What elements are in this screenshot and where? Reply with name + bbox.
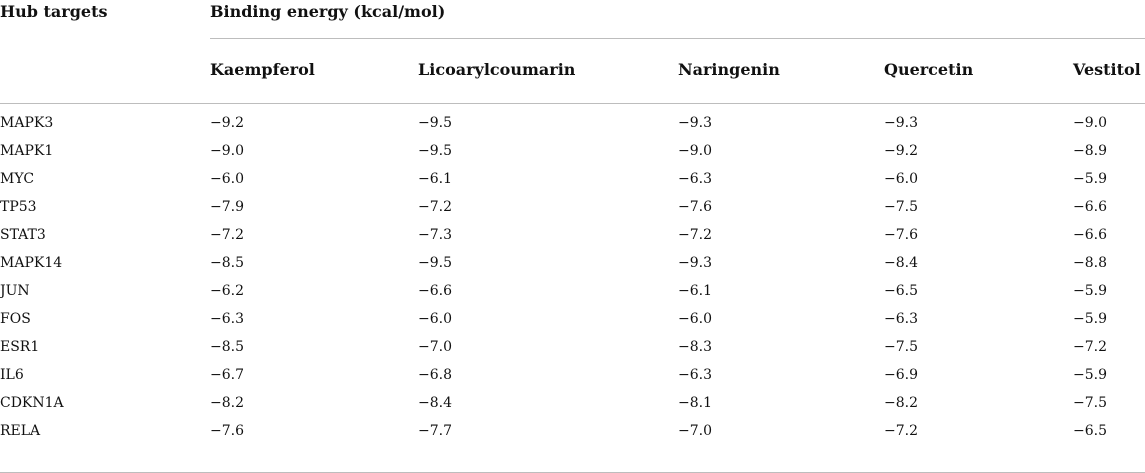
header-bottom-rule bbox=[0, 103, 1145, 104]
cell-value: −8.9 bbox=[1073, 143, 1107, 159]
cell-value: −6.6 bbox=[1073, 227, 1107, 243]
cell-value: −5.9 bbox=[1073, 171, 1107, 187]
cell-value: −8.2 bbox=[210, 395, 244, 411]
cell-value: −8.4 bbox=[884, 255, 918, 271]
cell-value: −8.5 bbox=[210, 255, 244, 271]
cell-value: −8.5 bbox=[210, 339, 244, 355]
cell-target: ESR1 bbox=[0, 339, 40, 355]
cell-value: −6.7 bbox=[210, 367, 244, 383]
cell-target: CDKN1A bbox=[0, 395, 64, 411]
cell-value: −8.3 bbox=[678, 339, 712, 355]
cell-target: STAT3 bbox=[0, 227, 46, 243]
cell-target: MYC bbox=[0, 171, 35, 187]
cell-target: TP53 bbox=[0, 199, 37, 215]
cell-value: −6.3 bbox=[884, 311, 918, 327]
cell-value: −6.6 bbox=[418, 283, 452, 299]
cell-value: −6.1 bbox=[418, 171, 452, 187]
cell-value: −9.0 bbox=[678, 143, 712, 159]
cell-value: −6.8 bbox=[418, 367, 452, 383]
table-row bbox=[0, 362, 1145, 390]
header-hub-targets: Hub targets bbox=[0, 2, 108, 21]
cell-value: −9.0 bbox=[210, 143, 244, 159]
table-header-top bbox=[0, 0, 1145, 36]
table-row bbox=[0, 110, 1145, 138]
cell-target: JUN bbox=[0, 283, 30, 299]
cell-value: −6.0 bbox=[210, 171, 244, 187]
cell-value: −5.9 bbox=[1073, 311, 1107, 327]
cell-value: −7.5 bbox=[1073, 395, 1107, 411]
cell-value: −7.2 bbox=[678, 227, 712, 243]
cell-value: −6.3 bbox=[210, 311, 244, 327]
cell-value: −8.8 bbox=[1073, 255, 1107, 271]
cell-value: −7.6 bbox=[884, 227, 918, 243]
cell-value: −6.0 bbox=[418, 311, 452, 327]
table-row bbox=[0, 138, 1145, 166]
header-compound: Quercetin bbox=[884, 60, 974, 79]
cell-value: −6.9 bbox=[884, 367, 918, 383]
cell-target: RELA bbox=[0, 423, 41, 439]
cell-value: −9.5 bbox=[418, 255, 452, 271]
cell-value: −9.5 bbox=[418, 115, 452, 131]
cell-value: −7.7 bbox=[418, 423, 452, 439]
cell-value: −7.2 bbox=[884, 423, 918, 439]
cell-value: −7.2 bbox=[1073, 339, 1107, 355]
cell-value: −7.3 bbox=[418, 227, 452, 243]
header-binding-energy: Binding energy (kcal/mol) bbox=[210, 2, 446, 21]
cell-value: −6.3 bbox=[678, 367, 712, 383]
cell-target: IL6 bbox=[0, 367, 24, 383]
cell-value: −7.9 bbox=[210, 199, 244, 215]
header-compound: Licoarylcoumarin bbox=[418, 60, 576, 79]
cell-target: MAPK1 bbox=[0, 143, 54, 159]
table-header-compounds bbox=[0, 58, 1145, 88]
cell-value: −7.0 bbox=[678, 423, 712, 439]
cell-value: −9.3 bbox=[678, 255, 712, 271]
cell-value: −5.9 bbox=[1073, 283, 1107, 299]
cell-value: −7.5 bbox=[884, 199, 918, 215]
cell-value: −7.2 bbox=[418, 199, 452, 215]
cell-value: −8.2 bbox=[884, 395, 918, 411]
cell-value: −9.2 bbox=[210, 115, 244, 131]
cell-value: −6.6 bbox=[1073, 199, 1107, 215]
cell-value: −6.0 bbox=[678, 311, 712, 327]
table-row bbox=[0, 250, 1145, 278]
table-row bbox=[0, 194, 1145, 222]
cell-value: −7.0 bbox=[418, 339, 452, 355]
cell-value: −9.2 bbox=[884, 143, 918, 159]
header-compound: Kaempferol bbox=[210, 60, 315, 79]
table-row bbox=[0, 334, 1145, 362]
cell-value: −7.6 bbox=[678, 199, 712, 215]
table-body bbox=[0, 110, 1145, 446]
table-row bbox=[0, 390, 1145, 418]
cell-value: −6.2 bbox=[210, 283, 244, 299]
cell-value: −9.3 bbox=[884, 115, 918, 131]
table-row bbox=[0, 222, 1145, 250]
header-compound: Naringenin bbox=[678, 60, 780, 79]
cell-value: −6.5 bbox=[884, 283, 918, 299]
header-span-rule bbox=[210, 38, 1145, 39]
cell-value: −8.4 bbox=[418, 395, 452, 411]
cell-value: −5.9 bbox=[1073, 367, 1107, 383]
table-row bbox=[0, 278, 1145, 306]
cell-value: −7.2 bbox=[210, 227, 244, 243]
cell-target: MAPK14 bbox=[0, 255, 63, 271]
cell-value: −6.5 bbox=[1073, 423, 1107, 439]
cell-value: −9.5 bbox=[418, 143, 452, 159]
table-row bbox=[0, 306, 1145, 334]
cell-target: FOS bbox=[0, 311, 31, 327]
cell-value: −7.5 bbox=[884, 339, 918, 355]
cell-value: −7.6 bbox=[210, 423, 244, 439]
cell-value: −8.1 bbox=[678, 395, 712, 411]
cell-value: −6.0 bbox=[884, 171, 918, 187]
cell-value: −9.0 bbox=[1073, 115, 1107, 131]
cell-value: −9.3 bbox=[678, 115, 712, 131]
cell-value: −6.3 bbox=[678, 171, 712, 187]
table-row bbox=[0, 418, 1145, 446]
cell-value: −6.1 bbox=[678, 283, 712, 299]
table-row bbox=[0, 166, 1145, 194]
header-compound: Vestitol bbox=[1073, 60, 1141, 79]
cell-target: MAPK3 bbox=[0, 115, 54, 131]
